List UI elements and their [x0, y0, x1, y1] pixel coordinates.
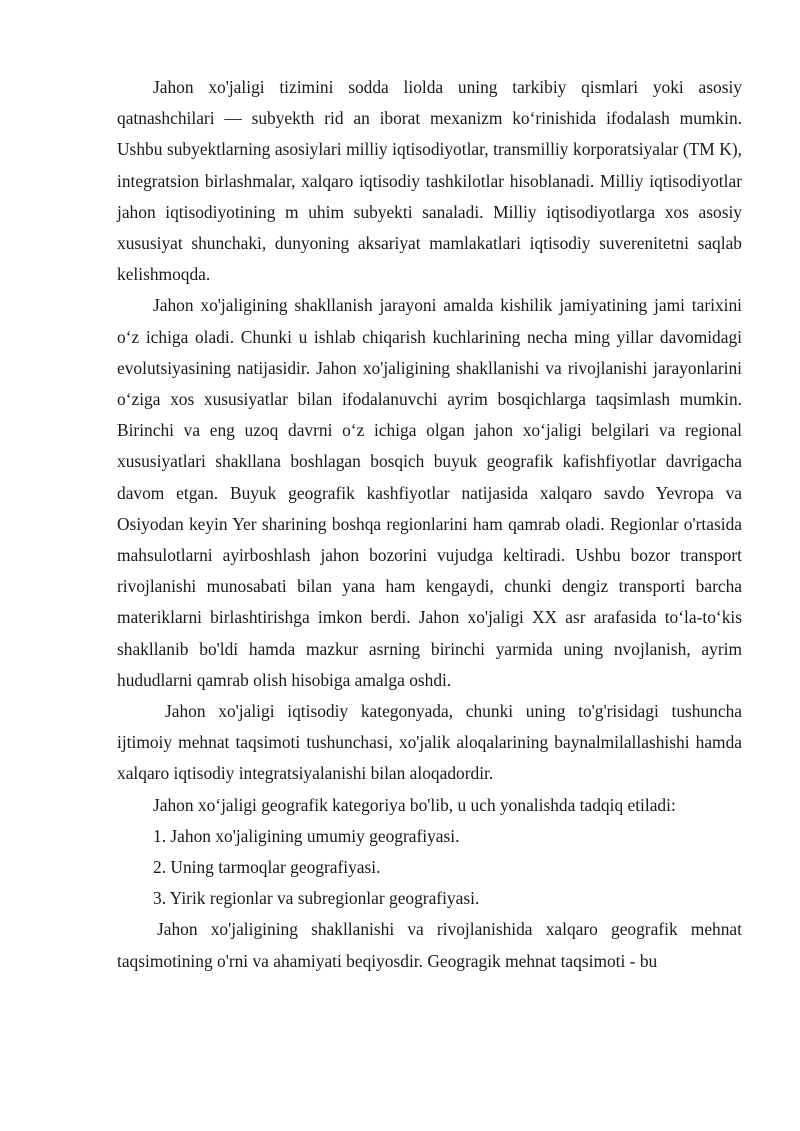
- paragraph-geographic-category: Jahon xo‘jaligi geografik kategoriya bo'lib, u uch yonalishda tadqiq etiladi:: [153, 794, 676, 815]
- paragraph-labor-division: Jahon xo'jaligining shakllanishi va rivojlanishida xalqaro geografik mehnat taqsimotining o'rni va ahamiyati beqiyosdir. Geogragik mehnat taqsimoti - bu: [117, 919, 742, 971]
- paragraph-economic-category: Jahon xo'jaligi iqtisodiy kategonyada, chunki uning to'g'risidagi tushuncha ijtimoiy mehnat taqsimoti tushunchasi, xo'jalik aloqalarining baynalmilallashishi hamda xalqaro iqtisodiy integratsiyalanishi bilan aloqadordir.: [117, 701, 742, 784]
- list-item-2: 2. Uning tarmoqlar geografiyasi.: [153, 857, 381, 878]
- document-page: [117, 72, 742, 977]
- paragraph-subjects: Jahon xo'jaligi tizimini sodda liolda uning tarkibiy qismlari yoki asosiy qatnashchilari — subyekth rid an iborat mexanizm ko‘rinishida ifodalash mumkin. Ushbu subyektlarning asosiylari milliy iqtisodiyotlar, transmilliy korporatsiyalar (TM K), integratsion birlashmalar, xalqaro iqtisodiy tashkilotlar hisoblanadi. Milliy iqtisodiyotlar jahon iqtisodiyotining m uhim subyekti sanaladi. Milliy iqtisodiyotlarga xos asosiy xususiyat shunchaki, dunyoning aksariyat mamlakatlari iqtisodiy suverenitetni saqlab kelishmoqda.: [117, 77, 742, 285]
- paragraph-formation: Jahon xo'jaligining shakllanish jarayoni amalda kishilik jamiyatining jami tarixini o‘z ichiga oladi. Chunki u ishlab chiqarish kuchlarining necha ming yillar davomidagi evolutsiyasining natijasidir. Jahon xo'jaligining shakllanishi va rivojlanishi jarayonlarini o‘ziga xos xususiyatlar bilan ifodalanuvchi ayrim bosqichlarga taqsimlash mumkin. Birinchi va eng uzoq davrni o‘z ichiga olgan jahon xo‘jaligi belgilari va regional xususiyatlari shakllana boshlagan bosqich buyuk geografik kafishfiyotlar davrigacha davom etgan. Buyuk geografik kashfiyotlar natijasida xalqaro savdo Yevropa va Osiyodan keyin Yer sharining boshqa regionlarini ham qamrab oladi. Regionlar o'rtasida mahsulotlarni ayirboshlash jahon bozorini vujudga keltiradi. Ushbu bozor transport rivojlanishi munosabati bilan yana ham kengaydi, chunki dengiz transporti barcha materiklarni birlashtirishga imkon berdi. Jahon xo'jaligi XX asr arafasida to‘la-to‘kis shakllanib bo'ldi hamda mazkur asrning birinchi yarmida uning nvojlanish, ayrim hududlarni qamrab olish hisobiga amalga oshdi.: [117, 295, 742, 690]
- list-item-3: 3. Yirik regionlar va subregionlar geografiyasi.: [153, 888, 480, 909]
- list-item-1: 1. Jahon xo'jaligining umumiy geografiyasi.: [153, 825, 460, 846]
